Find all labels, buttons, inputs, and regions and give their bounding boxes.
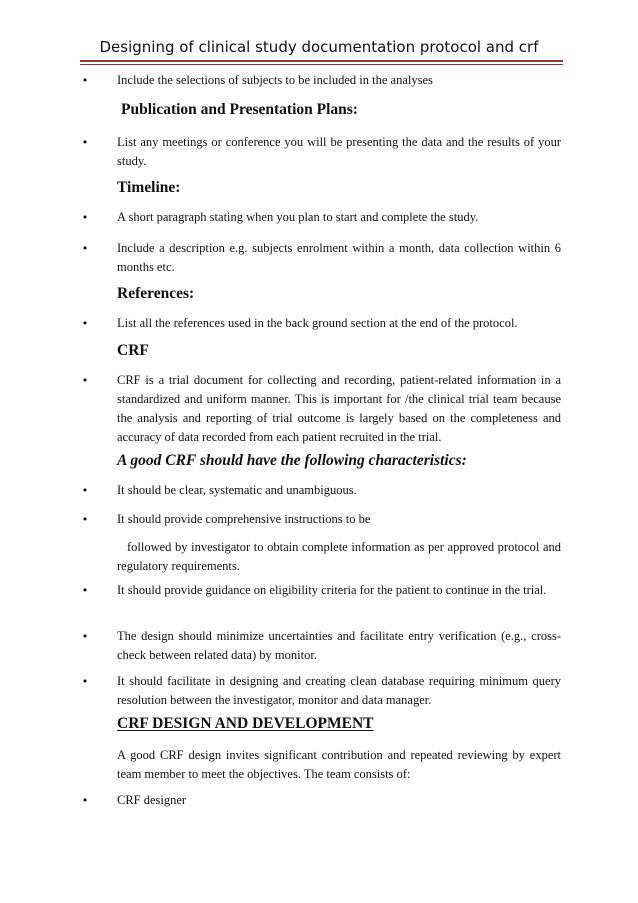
running-header: Designing of clinical study documentation protocol and crf xyxy=(99,38,539,56)
bullet-text: It should provide guidance on eligibility criteria for the patient to continue in the trial. xyxy=(117,583,547,597)
bullet-icon: • xyxy=(81,513,89,526)
heading-references: References: xyxy=(117,285,195,302)
heading-crf: CRF xyxy=(117,342,149,359)
heading-crf-design: CRF DESIGN AND DEVELOPMENT xyxy=(117,715,374,732)
bullet-text: It should be clear, systematic and unambiguous. xyxy=(117,483,357,497)
heading-timeline: Timeline: xyxy=(117,179,181,196)
bullet-item-minimize xyxy=(81,627,561,665)
bullet-text: The design should minimize uncertainties and facilitate entry verification (e.g., cross-check between related data) by monitor. xyxy=(117,629,561,662)
paragraph-followed: followed by investigator to obtain complete information as per approved protocol and regulatory requirements. xyxy=(117,540,561,573)
bullet-text: Include a description e.g. subjects enrolment within a month, data collection within 6 months etc. xyxy=(117,241,561,274)
bullet-icon: • xyxy=(81,74,89,87)
bullet-item-guidance xyxy=(81,581,561,600)
bullet-item-references xyxy=(81,314,561,333)
header-rule xyxy=(80,60,563,62)
bullet-icon: • xyxy=(81,675,89,688)
bullet-icon: • xyxy=(81,317,89,330)
bullet-icon: • xyxy=(81,630,89,643)
bullet-item-description xyxy=(81,239,561,277)
bullet-text: It should provide comprehensive instructions to be xyxy=(117,512,371,526)
bullet-icon: • xyxy=(81,794,89,807)
header-rule-thin xyxy=(80,64,563,65)
bullet-text: Include the selections of subjects to be included in the analyses xyxy=(117,73,433,87)
bullet-icon: • xyxy=(81,584,89,597)
bullet-item-facilitate xyxy=(81,672,561,710)
bullet-item-crf-definition xyxy=(81,371,561,447)
bullet-text: It should facilitate in designing and creating clean database requiring minimum query resolution between the investigator, monitor and data manager. xyxy=(117,674,561,707)
heading-characteristics: A good CRF should have the following characteristics: xyxy=(117,452,467,469)
bullet-item-instructions xyxy=(81,510,561,529)
bullet-icon: • xyxy=(81,242,89,255)
bullet-icon: • xyxy=(81,211,89,224)
heading-publication-plans: Publication and Presentation Plans: xyxy=(121,101,358,118)
bullet-text: CRF is a trial document for collecting and recording, patient-related information in a standardized and uniform manner. This is important for /the clinical trial team because the analysis and reporting of trial outcome is largely based on the completeness and accuracy of data recorded from each patient recruited in the trial. xyxy=(117,373,561,444)
bullet-icon: • xyxy=(81,484,89,497)
bullet-item-short-paragraph xyxy=(81,208,561,227)
bullet-item-clear xyxy=(81,481,561,500)
bullet-icon: • xyxy=(81,374,89,387)
bullet-item-crf-designer xyxy=(81,791,561,810)
bullet-icon: • xyxy=(81,136,89,149)
bullet-item-selections xyxy=(81,71,561,90)
paragraph-crf-design: A good CRF design invites significant contribution and repeated reviewing by expert team member to meet the objectives. The team consists of: xyxy=(117,748,561,781)
bullet-text: CRF designer xyxy=(117,793,187,807)
bullet-text: List any meetings or conference you will be presenting the data and the results of your study. xyxy=(117,135,561,168)
bullet-text: A short paragraph stating when you plan to start and complete the study. xyxy=(117,210,479,224)
bullet-item-meetings xyxy=(81,133,561,171)
bullet-text: List all the references used in the back ground section at the end of the protocol. xyxy=(117,316,518,330)
